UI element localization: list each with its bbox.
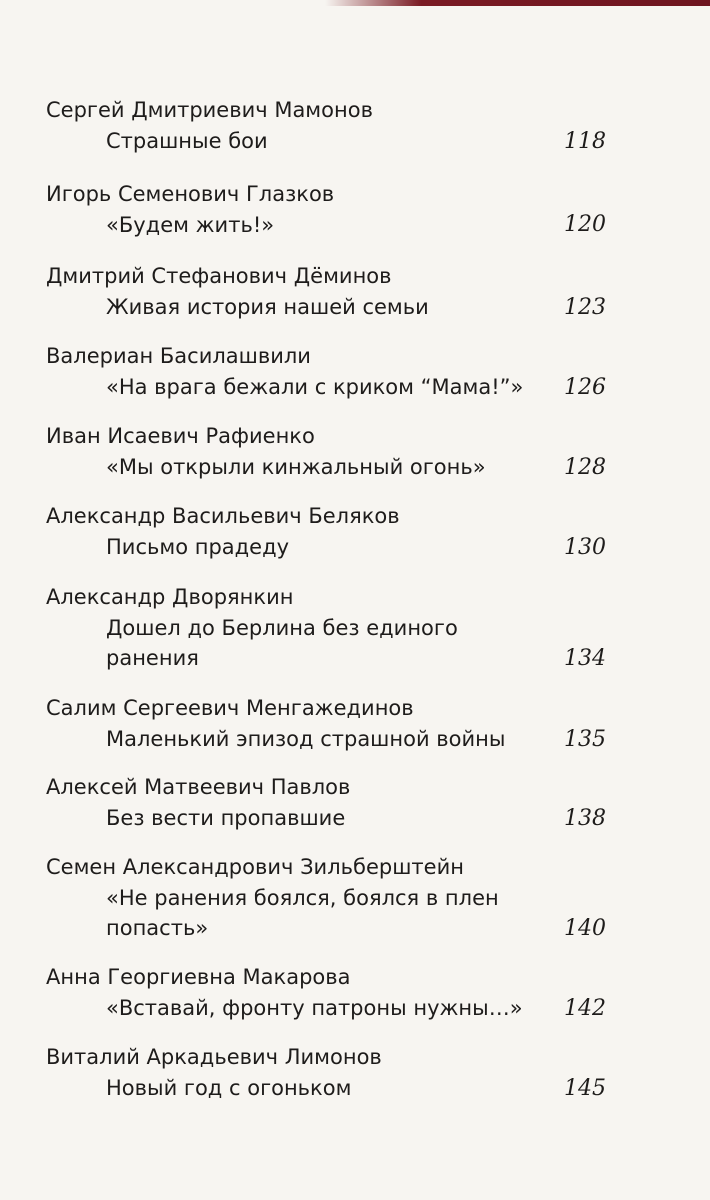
toc-author: Игорь Семенович Глазков (46, 182, 335, 206)
toc-title: «Мы открыли кинжальный огонь» (106, 455, 486, 479)
toc-author: Салим Сергеевич Менгажединов (46, 696, 414, 720)
toc-author: Виталий Аркадьевич Лимонов (46, 1045, 382, 1069)
toc-author: Анна Георгиевна Макарова (46, 965, 351, 989)
toc-author: Александр Дворянкин (46, 585, 294, 609)
toc-title: «На врага бежали с криком “Мама!”» (106, 375, 524, 399)
toc-title: Дошел до Берлина без единого (106, 616, 458, 640)
toc-page-number: 138 (564, 806, 606, 831)
toc-author: Валериан Басилашвили (46, 344, 311, 368)
toc-title: «Не ранения боялся, боялся в плен (106, 886, 499, 910)
toc-title: Живая история нашей семьи (106, 295, 429, 319)
toc-page-number: 126 (564, 375, 606, 400)
toc-page-number: 128 (564, 455, 606, 480)
toc-page-number: 135 (564, 727, 606, 752)
toc-page-number: 118 (564, 129, 606, 154)
toc-author: Дмитрий Стефанович Дёминов (46, 264, 392, 288)
toc-title-continued: ранения (106, 646, 199, 670)
toc-page-number: 123 (564, 295, 606, 320)
toc-page-number: 134 (564, 646, 606, 671)
toc-page-number: 130 (564, 535, 606, 560)
toc-title: Без вести пропавшие (106, 806, 346, 830)
toc-author: Иван Исаевич Рафиенко (46, 424, 315, 448)
toc-page-number: 140 (564, 916, 606, 941)
toc-title: Маленький эпизод страшной войны (106, 727, 506, 751)
toc-page-number: 145 (564, 1076, 606, 1101)
toc-page-number: 120 (564, 212, 606, 237)
toc-title: «Будем жить!» (106, 213, 275, 237)
toc-author: Сергей Дмитриевич Мамонов (46, 98, 373, 122)
toc-title: Страшные бои (106, 129, 268, 153)
toc-title-continued: попасть» (106, 916, 209, 940)
toc-page-number: 142 (564, 996, 606, 1021)
toc-author: Александр Васильевич Беляков (46, 504, 400, 528)
toc-title: Новый год с огоньком (106, 1076, 352, 1100)
toc-title: Письмо прадеду (106, 535, 290, 559)
toc-title: «Вставай, фронту патроны нужны…» (106, 996, 523, 1020)
toc-author: Семен Александрович Зильберштейн (46, 855, 464, 879)
toc-author: Алексей Матвеевич Павлов (46, 775, 351, 799)
